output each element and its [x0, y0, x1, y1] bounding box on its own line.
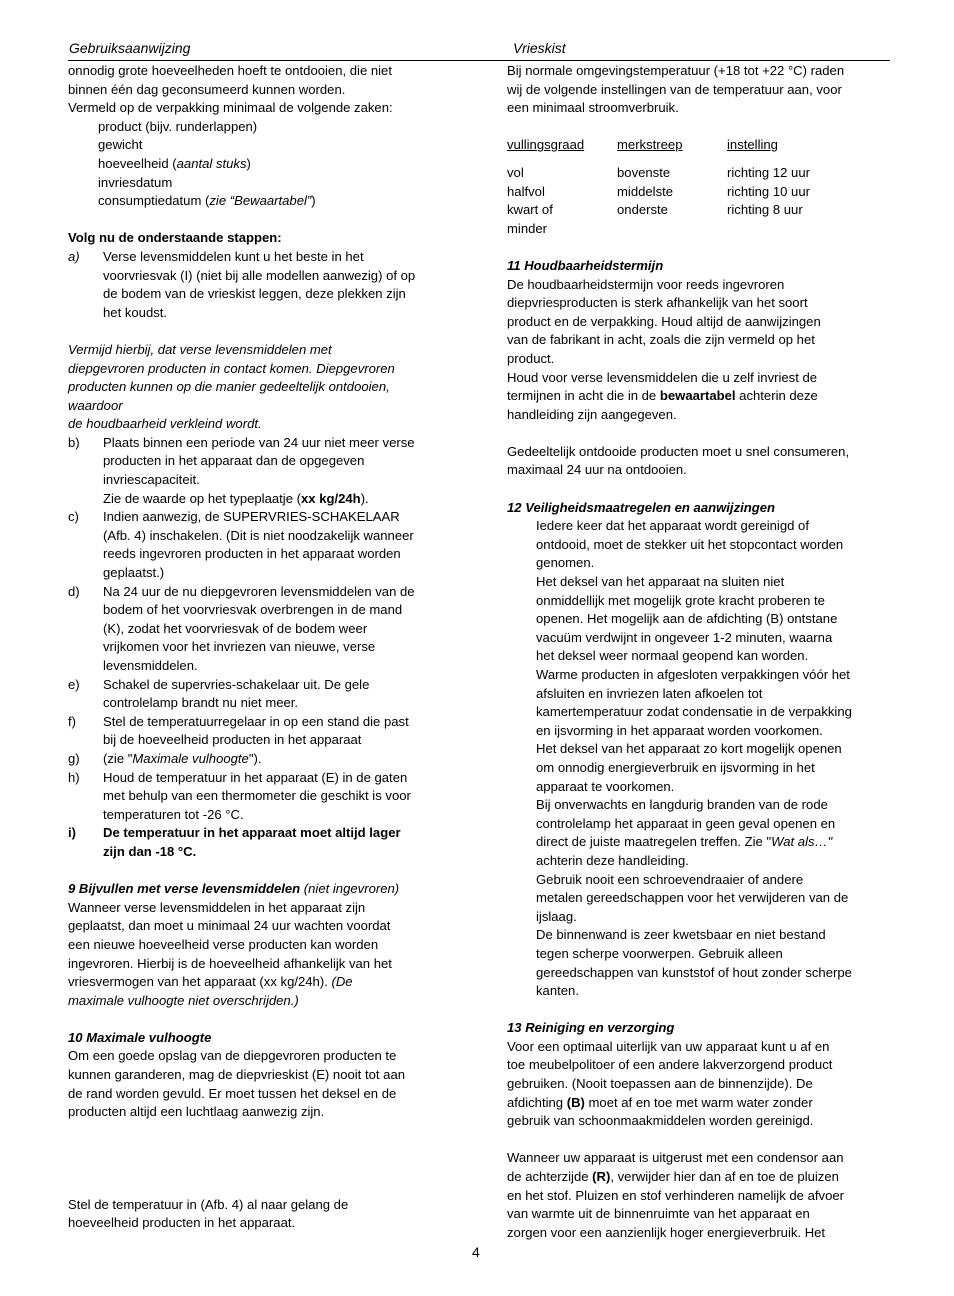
page-number: 4 — [472, 1244, 480, 1260]
warning-line: producten kunnen op die manier gedeeltelijk ontdooien, — [68, 379, 390, 395]
heading-text: 9 Bijvullen met verse levensmiddelen — [68, 881, 301, 897]
safety-line: metalen gereedschappen voor het verwijderen van de — [536, 890, 849, 906]
safety-line: Het deksel van het apparaat na sluiten niet — [536, 574, 785, 590]
step-line — [103, 750, 458, 769]
section-11-title: 11 Houdbaarheidstermijn — [507, 257, 664, 273]
safety-line: Bij onverwachts en langdurig branden van de rode — [536, 797, 828, 813]
step-line: producten in het apparaat dan de opgegeven — [103, 453, 365, 469]
text-bold: bewaartabel — [659, 388, 736, 404]
label-item-invriesdatum: invriesdatum — [98, 174, 173, 190]
paragraph-line: maximale vulhoogte niet overschrijden.) — [68, 992, 299, 1008]
text: consumptiedatum ( — [98, 193, 210, 209]
table-cell: vol — [507, 164, 524, 180]
step-line: Houd de temperatuur in het apparaat (E) in de gaten — [103, 769, 408, 785]
text: de achterzijde — [507, 1169, 593, 1185]
intro-line: Bij normale omgevingstemperatuur (+18 tot +22 °C) raden — [507, 63, 845, 78]
safety-line: Warme producten in afgesloten verpakkingen vóór het — [536, 667, 850, 682]
safety-line: De binnenwand is zeer kwetsbaar en niet bestand — [536, 927, 826, 943]
safety-line: genomen. — [536, 555, 595, 571]
paragraph-line — [68, 973, 458, 992]
safety-line: om onnodig energieverbruik en ijsvorming in het — [536, 759, 815, 775]
safety-line: achterin deze handleiding. — [536, 852, 689, 868]
text-bold: (B) — [566, 1094, 585, 1110]
paragraph-line: een nieuwe hoeveelheid verse producten kan worden — [68, 936, 379, 952]
paragraph-line: De houdbaarheidstermijn voor reeds ingevroren — [507, 276, 785, 292]
paragraph-line: toe meubelpolitoer of een andere lakverzorgend product — [507, 1057, 833, 1073]
paragraph-line — [507, 387, 892, 406]
safety-line: Iedere keer dat het apparaat wordt gereinigd of — [536, 518, 809, 534]
step-f — [68, 713, 458, 750]
warning-note — [68, 341, 458, 434]
step-line: controlelamp brandt nu niet meer. — [103, 695, 299, 711]
step-line: vrijkomen voor het invriezen van nieuwe, verse — [103, 639, 376, 655]
section-9-title — [68, 880, 458, 899]
label-item-product: product (bijv. runderlappen) — [98, 118, 258, 134]
text: afdichting — [507, 1094, 567, 1110]
text-italic: Wat als…" — [771, 834, 833, 850]
safety-line: het deksel weer normaal geopend kan worden. — [536, 648, 809, 664]
step-line: (K), zodat het voorvriesvak of de bodem weer — [103, 620, 368, 636]
step-line: temperaturen tot -26 °C. — [103, 806, 244, 822]
paragraph-line: Om een goede opslag van de diepgevroren producten te — [68, 1048, 397, 1064]
text-italic: Maximale vulhoogte — [132, 750, 249, 766]
text: ). — [360, 490, 369, 506]
label-item-gewicht: gewicht — [98, 137, 143, 153]
paragraph-line: Wanneer uw apparaat is uitgerust met een condensor aan — [507, 1150, 844, 1166]
step-line: geplaatst.) — [103, 565, 165, 581]
step-c — [68, 508, 458, 582]
safety-line: controlelamp het apparaat in geen geval openen en — [536, 815, 836, 831]
step-a — [68, 248, 458, 322]
step-line: voorvriesvak (I) (niet bij alle modellen aanwezig) of op — [103, 267, 416, 283]
paragraph-line: Houd voor verse levensmiddelen die u zelf invriest de — [507, 369, 818, 385]
paragraph-line: product en de verpakking. Houd altijd de aanwijzingen — [507, 313, 821, 329]
table-cell: richting 8 uur — [727, 202, 803, 218]
paragraph-line — [507, 1094, 892, 1113]
step-line — [103, 490, 458, 509]
text: "). — [248, 750, 262, 766]
text-italic: aantal stuks — [176, 155, 247, 171]
paragraph-line: van warmte uit de binnenruimte van het apparaat en — [507, 1206, 810, 1222]
step-line: zijn dan -18 °C. — [103, 843, 197, 859]
step-line: het koudst. — [103, 304, 168, 320]
safety-line: vacuüm verdwijnt in ongeveer 1-2 minuten, waarna — [536, 629, 833, 645]
left-column — [68, 62, 458, 1233]
table-cell: kwart of — [507, 202, 553, 218]
step-g — [68, 750, 458, 769]
intro-line: onnodig grote hoeveelheden hoeft te ontdooien, die niet — [68, 63, 392, 78]
section-12-title: 12 Veiligheidsmaatregelen en aanwijzingen — [507, 499, 776, 515]
label-item-hoeveelheid — [68, 155, 458, 174]
step-line: bij de hoeveelheid producten in het apparaat — [103, 732, 362, 748]
step-label: e) — [68, 676, 80, 692]
safety-line: afsluiten en invriezen laten afkoelen tot — [536, 685, 763, 701]
paragraph-line: kunnen garanderen, mag de diepvrieskist (E) nooit tot aan — [68, 1067, 406, 1083]
intro-line: wij de volgende instellingen van de temperatuur aan, voor — [507, 81, 842, 97]
step-line: levensmiddelen. — [103, 658, 198, 673]
paragraph-line: maximaal 24 uur na ontdooien. — [507, 462, 687, 478]
closing-line: hoeveelheid producten in het apparaat. — [68, 1215, 296, 1231]
table-cell: bovenste — [617, 164, 671, 180]
step-d — [68, 583, 458, 676]
text: termijnen in acht die in de — [507, 388, 660, 404]
warning-line: de houdbaarheid verkleind wordt. — [68, 416, 262, 432]
heading-suffix: (niet ingevroren) — [300, 881, 400, 897]
paragraph-line: product. — [507, 350, 555, 366]
paragraph-line: gebruik van schoonmaakmiddelen worden gereinigd. — [507, 1113, 814, 1129]
text: vriesvermogen van het apparaat (xx kg/24h). — [68, 974, 332, 990]
settings-table — [507, 136, 892, 238]
step-line: Schakel de supervries-schakelaar uit. De gele — [103, 676, 370, 692]
step-line: reeds ingevroren producten in het apparaat worden — [103, 546, 401, 562]
step-line: Plaats binnen een periode van 24 uur niet meer verse — [103, 434, 415, 450]
text: ) — [311, 193, 316, 209]
step-label: f) — [68, 713, 76, 729]
table-header: instelling — [727, 137, 778, 153]
text-italic: zie “Bewaartabel” — [209, 193, 312, 209]
step-h — [68, 769, 458, 825]
safety-line: ontdooid, moet de stekker uit het stopcontact worden — [536, 536, 844, 552]
step-label: c) — [68, 509, 79, 525]
safety-line: kanten. — [536, 983, 579, 999]
table-cell: richting 12 uur — [727, 164, 810, 180]
paragraph-line — [507, 1168, 892, 1187]
text: direct de juiste maatregelen treffen. Zie " — [536, 834, 772, 850]
paragraph-line: ingevroren. Hierbij is de hoeveelheid afhankelijk van het — [68, 955, 392, 971]
step-line: invriescapaciteit. — [103, 472, 200, 488]
warning-line: diepgevroren producten in contact komen. Diepgevroren — [68, 360, 395, 376]
safety-line: gereedschappen van kunststof of hout zonder scherpe — [536, 964, 852, 980]
label-item-consumptiedatum — [68, 192, 458, 211]
text: hoeveelheid ( — [98, 155, 177, 171]
table-cell: richting 10 uur — [727, 183, 810, 199]
text: moet af en toe met warm water zonder — [584, 1094, 813, 1110]
text: , verwijder hier dan af en toe de pluizen — [610, 1169, 839, 1185]
step-line: met behulp van een thermometer die geschikt is voor — [103, 788, 411, 804]
step-label: b) — [68, 434, 80, 450]
paragraph-line: van de fabrikant in acht, zoals die zijn vermeld op het — [507, 332, 815, 348]
paragraph-line: gebruiken. (Nooit toepassen aan de binnenzijde). De — [507, 1076, 813, 1092]
paragraph-line: producten altijd een luchtlaag aanwezig zijn. — [68, 1104, 325, 1120]
safety-list — [507, 517, 892, 1000]
header-right: Vrieskist — [513, 40, 566, 56]
section-13-title: 13 Reiniging en verzorging — [507, 1020, 675, 1036]
paragraph-line: Gedeeltelijk ontdooide producten moet u snel consumeren, — [507, 443, 850, 459]
table-cell: onderste — [617, 202, 668, 218]
warning-line: waardoor — [68, 397, 123, 413]
step-line: De temperatuur in het apparaat moet altijd lager — [103, 825, 401, 841]
paragraph-line: diepvriesproducten is sterk afhankelijk van het soort — [507, 295, 808, 311]
step-label: h) — [68, 769, 80, 785]
step-label: d) — [68, 583, 80, 599]
table-header: vullingsgraad — [507, 137, 585, 153]
text: Zie de waarde op het typeplaatje ( — [103, 490, 301, 506]
step-line: Na 24 uur de nu diepgevroren levensmiddelen van de — [103, 583, 415, 599]
step-label: i) — [68, 825, 76, 841]
paragraph-line: Wanneer verse levensmiddelen in het apparaat zijn — [68, 899, 366, 915]
step-line: Stel de temperatuurregelaar in op een stand die past — [103, 713, 409, 729]
paragraph-line: geplaatst, dan moet u minimaal 24 uur wachten voordat — [68, 918, 391, 934]
text-bold: (R) — [592, 1169, 611, 1185]
header-rule — [68, 60, 890, 61]
text: ) — [246, 155, 251, 171]
table-cell: halfvol — [507, 183, 545, 199]
paragraph-line: Voor een optimaal uiterlijk van uw apparaat kunt u af en — [507, 1038, 830, 1054]
step-label: a) — [68, 248, 80, 264]
text-italic: (De — [331, 974, 353, 990]
safety-line: tegen scherpe voorwerpen. Gebruik alleen — [536, 945, 783, 961]
step-b — [68, 434, 458, 508]
safety-line: openen. Het mogelijk aan de afdichting (B) ontstane — [536, 611, 838, 627]
section-10-title: 10 Maximale vulhoogte — [68, 1029, 212, 1045]
table-header: merkstreep — [617, 137, 683, 153]
text-bold: xx kg/24h — [301, 490, 361, 506]
step-i — [68, 824, 458, 861]
header-left: Gebruiksaanwijzing — [69, 40, 191, 56]
paragraph-line: zorgen voor een aanzienlijk hoger energieverbruik. Het — [507, 1224, 826, 1240]
paragraph-line: en het stof. Pluizen en stof verhinderen namelijk de afvoer — [507, 1187, 844, 1203]
step-line: (Afb. 4) inschakelen. (Dit is niet noodzakelijk wanneer — [103, 527, 414, 543]
intro-line: Vermeld op de verpakking minimaal de volgende zaken: — [68, 100, 393, 116]
text: achterin deze — [735, 388, 818, 404]
safety-line: kamertemperatuur zodat condensatie in de verpakking — [536, 704, 852, 720]
safety-line: apparaat te voorkomen. — [536, 778, 675, 794]
table-cell: middelste — [617, 183, 674, 199]
paragraph-line: de rand worden gevuld. Er moet tussen het deksel en de — [68, 1085, 397, 1101]
text: (zie " — [103, 750, 133, 766]
step-line: Indien aanwezig, de SUPERVRIES-SCHAKELAAR — [103, 509, 400, 525]
steps-title: Volg nu de onderstaande stappen: — [68, 230, 282, 246]
warning-line: Vermijd hierbij, dat verse levensmiddelen met — [68, 341, 332, 357]
safety-line — [536, 833, 892, 852]
paragraph-line: handleiding zijn aangegeven. — [507, 406, 677, 422]
intro-line: een minimaal stroomverbruik. — [507, 100, 679, 116]
safety-line: onmiddellijk met mogelijk grote kracht proberen te — [536, 592, 825, 608]
step-e — [68, 676, 458, 713]
step-line: bodem of het voorvriesvak overbrengen in de mand — [103, 602, 403, 618]
step-label: g) — [68, 750, 80, 766]
safety-line: en ijsvorming in het apparaat worden voorkomen. — [536, 722, 823, 738]
safety-line: Het deksel van het apparaat zo kort mogelijk openen — [536, 741, 842, 757]
table-cell: minder — [507, 220, 548, 236]
safety-line: Gebruik nooit een schroevendraaier of andere — [536, 871, 804, 887]
safety-line: ijslaag. — [536, 908, 577, 924]
closing-line: Stel de temperatuur in (Afb. 4) al naar gelang de — [68, 1196, 349, 1212]
intro-line: binnen één dag geconsumeerd kunnen worden. — [68, 81, 346, 97]
step-line: Verse levensmiddelen kunt u het beste in het — [103, 248, 364, 264]
right-column — [507, 62, 892, 1242]
step-line: de bodem van de vrieskist leggen, deze plekken zijn — [103, 286, 406, 302]
